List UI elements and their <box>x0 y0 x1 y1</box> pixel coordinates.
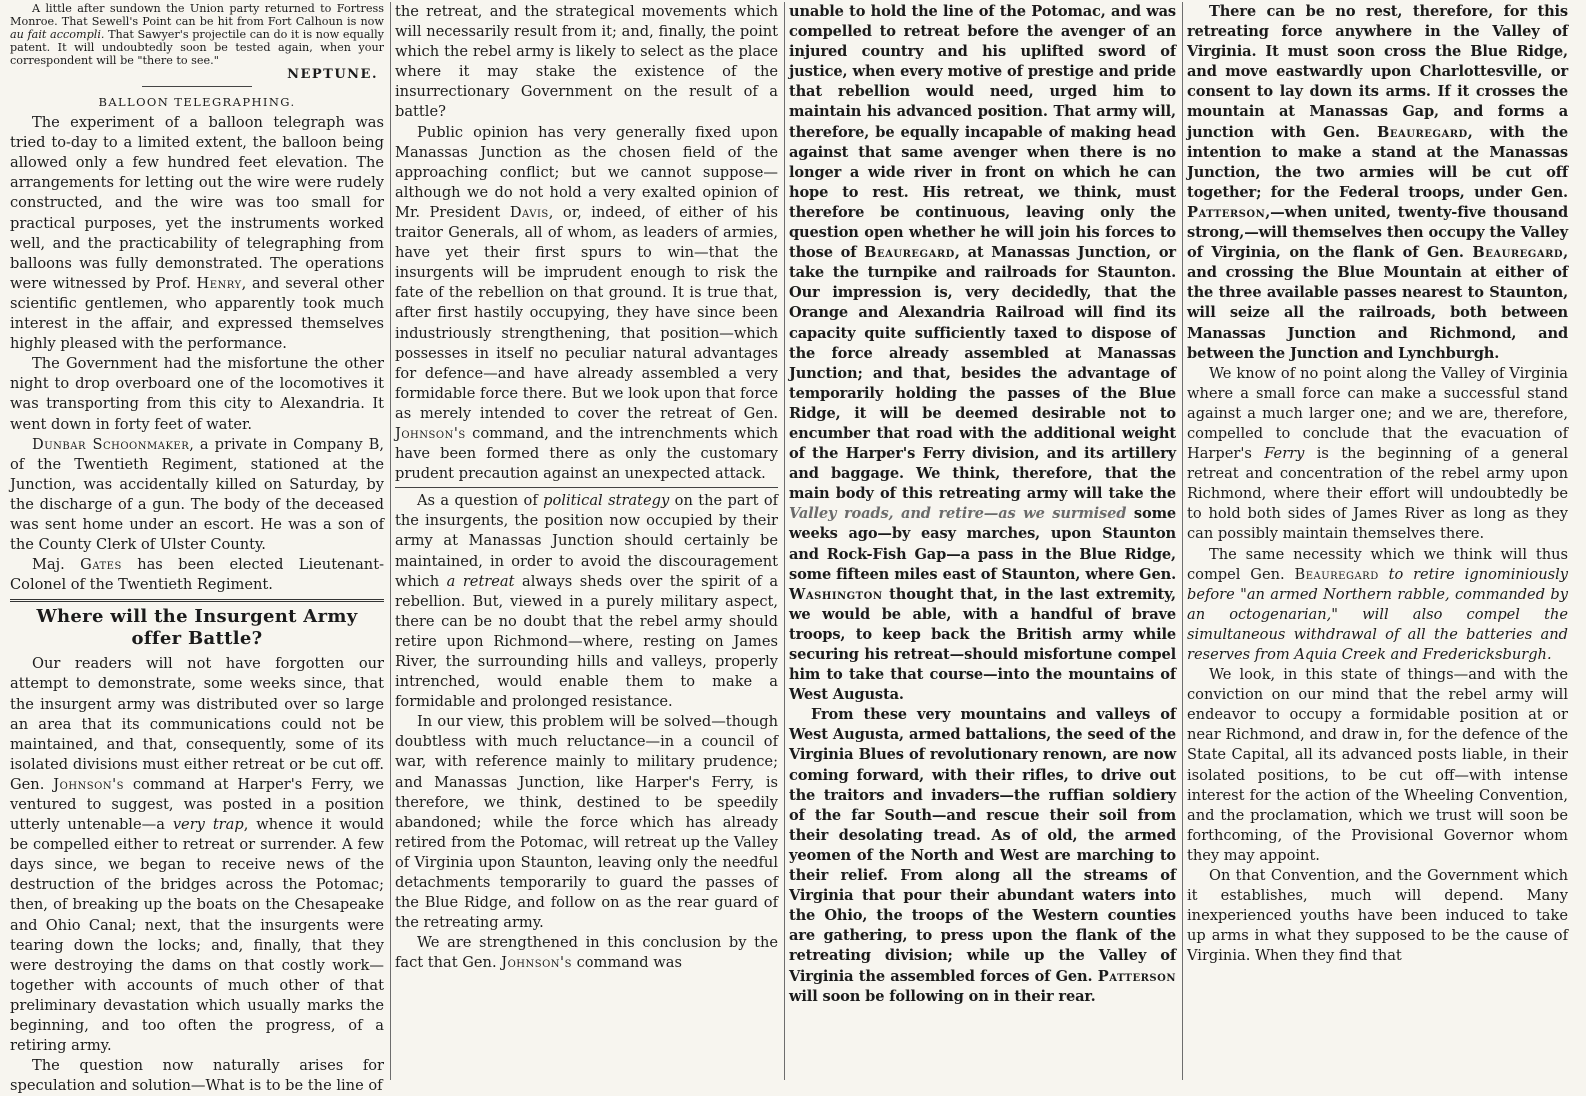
correspondent-dispatch-end: A little after sundown the Union party returned to Fortress Monroe. That Sewell's Point can be hit from Fort Calhoun is now au fait accompli. That Sawyer's projectile can do it is now equally patent. It will undoubtedly soon be tested again, when your correspondent will be "there to see." <box>10 2 384 67</box>
balloon-paragraph-1: The experiment of a balloon telegraph was tried to-day to a limited extent, the balloon being allowed only a few hundred feet elevation. The arrangements for letting out the wire were rudely constructed, and the wire was too small for practical purposes, yet the instruments worked well, and the practicability of telegraphing from balloons was fully demonstrated. The operations were witnessed by Prof. Henry, and several other scientific gentlemen, who apparently took much interest in the affair, and expressed themselves highly pleased with the performance. <box>10 114 384 353</box>
no-rest-paragraph: There can be no rest, therefore, for this retreating force anywhere in the Valley of Virginia. It must soon cross the Blue Ridge, and move eastwardly upon Charlottesville, or consent to lay down its arms. If it crosses the mountain at Manassas Gap, and forms a junction with Gen. Beauregard, with the intention to make a stand at the Manassas Junction, the two armies will be cut off together; for the Federal troops, under Gen. Patterson,—when united, twenty-five thousand strong,—will themselves then occupy the Valley of Virginia, on the flank of Gen. Beauregard, and crossing the Blue Mountain at either of the three available passes nearest to Staunton, will seize all the railroads, both between Manassas Junction and Richmond, and between the Junction and Lynchburgh. <box>1187 3 1569 362</box>
locomotive-paragraph: The Government had the misfortune the other night to drop overboard one of the locomotives it was transporting from this city to Alexandria. It went down in forty feet of water. <box>10 355 384 433</box>
column-rule <box>395 487 778 488</box>
double-rule <box>10 599 384 602</box>
public-opinion-paragraph: Public opinion has very generally fixed upon Manassas Junction as the chosen field of the approaching conflict; but we cannot suppose—although we do not hold a very exalted opinion of Mr. President Davis, or, indeed, of either of his traitor Generals, all of whom, as leaders of armies, have yet their first spurs to win—that the insurgents will be imprudent enough to risk the fate of the rebellion on that ground. It is true that, after first hastily occupying, they have since been industriously strengthening, that position—which possesses in itself no peculiar natural advantages for defence—and have already assembled a very formidable force there. But we look upon that force as merely intended to cover the retreat of Gen. Johnson's command, and the intrenchments which have been formed there as only the customary prudent precaution against an unexpected attack. <box>395 123 779 483</box>
state-of-things-paragraph: We look, in this state of things—and with the conviction on our mind that the rebel army will endeavor to occupy a formidable position at or near Richmond, and draw in, for the defence of the State Capital, all its advanced posts liable, in their isolated positions, to be cut off—with intense interest for the action of the Wheeling Convention, and the proclamation, which we trust will soon be forthcoming, of the Provisional Governor whom they may appoint. <box>1187 666 1568 864</box>
west-augusta-paragraph: From these very mountains and valleys of West Augusta, armed battalions, the seed of the Virginia Blues of revolutionary renown, are now coming forward, with their rifles, to drive out the traitors and invaders—the ruffian soldiery of the far South—and rescue their soil from their desolating tread. As of old, the armed yeomen of the North and West are marching to their relief. From along all the streams of Virginia that pour their abundant waters into the Ohio, the troops of the Western counties are gathering, to press upon the flank of the retreating division; while up the Valley of Virginia the assembled forces of Gen. Patterson will soon be following on in their rear. <box>789 706 1176 1005</box>
column-3 <box>785 2 1183 1080</box>
headline-insurgent-army: Where will the Insurgent Army offer Battle? <box>36 606 358 650</box>
column-4 <box>1183 2 1574 1080</box>
council-of-war-paragraph: In our view, this problem will be solved—though doubtless with much reluctance—in a council of war, with reference mainly to military prudence; and Manassas Junction, like Harper's Ferry, is therefore, we think, destined to be speedily abandoned; while the force which has already retired from the Potomac, will retreat up the Valley of Virginia upon Staunton, leaving only the needful detachments temporarily to guard the passes of the Blue Ridge, and follow on as the rear guard of the retreating army. <box>395 713 778 932</box>
schoonmaker-paragraph: Dunbar Schoonmaker, a private in Company B, of the Twentieth Regiment, stationed at the Junction, was accidentally killed on Saturday, by the discharge of a gun. The body of the deceased was sent home under an escort. He was a son of the County Clerk of Ulster County. <box>10 435 384 554</box>
no-point-paragraph: We know of no point along the Valley of Virginia where a small force can make a successful stand against a much larger one; and we are, therefore, compelled to conclude that the evacuation of Harper's Ferry is the beginning of a general retreat and concentration of the rebel army upon Richmond, where their effort will undoubtedly be to hold both sides of James River as long as they can possibly maintain themselves there. <box>1187 364 1569 543</box>
signature-neptune: NEPTUNE. <box>287 67 378 82</box>
same-necessity-paragraph: The same necessity which we think will thus compel Gen. Beauregard to retire ignominiously before "an armed Northern rabble, commanded by an octogenarian," will also compel the simultaneous withdrawal of all the batteries and reserves from Aquia Creek and Fredericksburgh. <box>1187 545 1569 663</box>
short-rule <box>142 86 252 87</box>
potomac-paragraph: unable to hold the line of the Potomac, and was compelled to retreat before the avenger of an injured country and his uplifted sword of justice, when every motive of prestige and pride that rebellion would need, urged him to maintain his advanced position. That army will, therefore, be equally incapable of making head against that same avenger when there is no longer a wide river in front on which he can hope to rest. His retreat, we think, must therefore be continuous, leaving only the question open whether he will join his forces to those of Beauregard, at Manassas Junction, or take the turnpike and railroads for Staunton. Our impression is, very decidedly, that the Orange and Alexandria Railroad will find its capacity quite sufficiently taxed to dispose of the force already assembled at Manassas Junction; and that, besides the advantage of temporarily holding the passes of the Blue Ridge, it will be deemed desirable not to encumber that road with the additional weight of the Harper's Ferry division, and its artillery and baggage. We think, therefore, that the main body of this retreating army will take the Valley roads, and retire—as we surmised some weeks ago—by easy marches, upon Staunton and Rock-Fish Gap—a pass in the Blue Ridge, some fifteen miles east of Staunton, where Gen. Washington thought that, in the last extremity, we would be able, with a handful of brave troops, to keep back the British army while securing his retreat—should misfortune compel him to take that course—into the mountains of West Augusta. From these very mountains and valleys of West Augusta, armed battalions, the seed of the Virginia Blues of revolutionary renown, are now coming forward, with their rifles, to drive out the traitors and invaders—the ruffian soldiery of the far South—and rescue their soil from their desolating tread. As of old, the armed yeomen of the North and West are marching to their relief. From along all the streams of Virginia that pour their abundant waters into the Ohio, the troops of the Western counties are gathering, to press upon the flank of the retreating division; while up the Valley of Virginia the assembled forces of Gen. Patterson will soon be following on in their rear. <box>789 2 1176 1007</box>
gates-paragraph: Maj. Gates has been elected Lieutenant-Colonel of the Twentieth Regiment. <box>10 556 385 594</box>
retreat-paragraph: the retreat, and the strategical movements which will necessarily result from it; and, finally, the point which the rebel army is likely to select as the place where it may stake the existence of the insurrectionary Government on the result of a battle? <box>395 3 778 121</box>
political-strategy-paragraph: As a question of political strategy on the part of the insurgents, the position now occupied by their army at Manassas Junction should certainly be maintained, in order to avoid the discouragement which a retreat always sheds over the spirit of a rebellion. But, viewed in a purely military aspect, there can be no doubt that the rebel army should retire upon Richmond—where, resting on James River, the surrounding hills and valleys, properly intrenched, would enable them to make a formidable and prolonged resistance. <box>395 492 779 711</box>
insurgent-paragraph-1: Our readers will not have forgotten our attempt to demonstrate, some weeks since, that the insurgent army was distributed over so large an area that its communications could not be maintained, and that, consequently, some of its isolated divisions must either retreat or be cut off. Gen. Johnson's command at Harper's Ferry, we ventured to suggest, was posted in a position utterly untenable—a very trap, whence it would be compelled either to retreat or surrender. A few days since, we began to receive news of the destruction of the bridges across the Potomac; then, of breaking up the boats on the Chesapeake and Ohio Canal; next, that the insurgents were tearing down the locks; and, finally, that they were destroying the dams on that costly work—together with accounts of much other of that preliminary devastation which usually marks the beginning, and too often the progress, of a retiring army. <box>10 655 385 1055</box>
column-2 <box>391 2 785 1080</box>
strengthened-paragraph: We are strengthened in this conclusion by the fact that Gen. Johnson's command was <box>395 934 778 972</box>
column-1 <box>6 2 391 1095</box>
headline-balloon-telegraphing: BALLOON TELEGRAPHING. <box>98 95 296 109</box>
convention-paragraph: On that Convention, and the Government which it establishes, much will depend. Many inexperienced youths have been induced to take up arms in what they supposed to be the cause of Virginia. When they find that <box>1187 867 1568 965</box>
insurgent-paragraph-2: The question now naturally arises for speculation and solution—What is to be the line of <box>10 1057 384 1095</box>
faded-print-line: Valley roads, and retire—as we surmised <box>789 505 1127 523</box>
